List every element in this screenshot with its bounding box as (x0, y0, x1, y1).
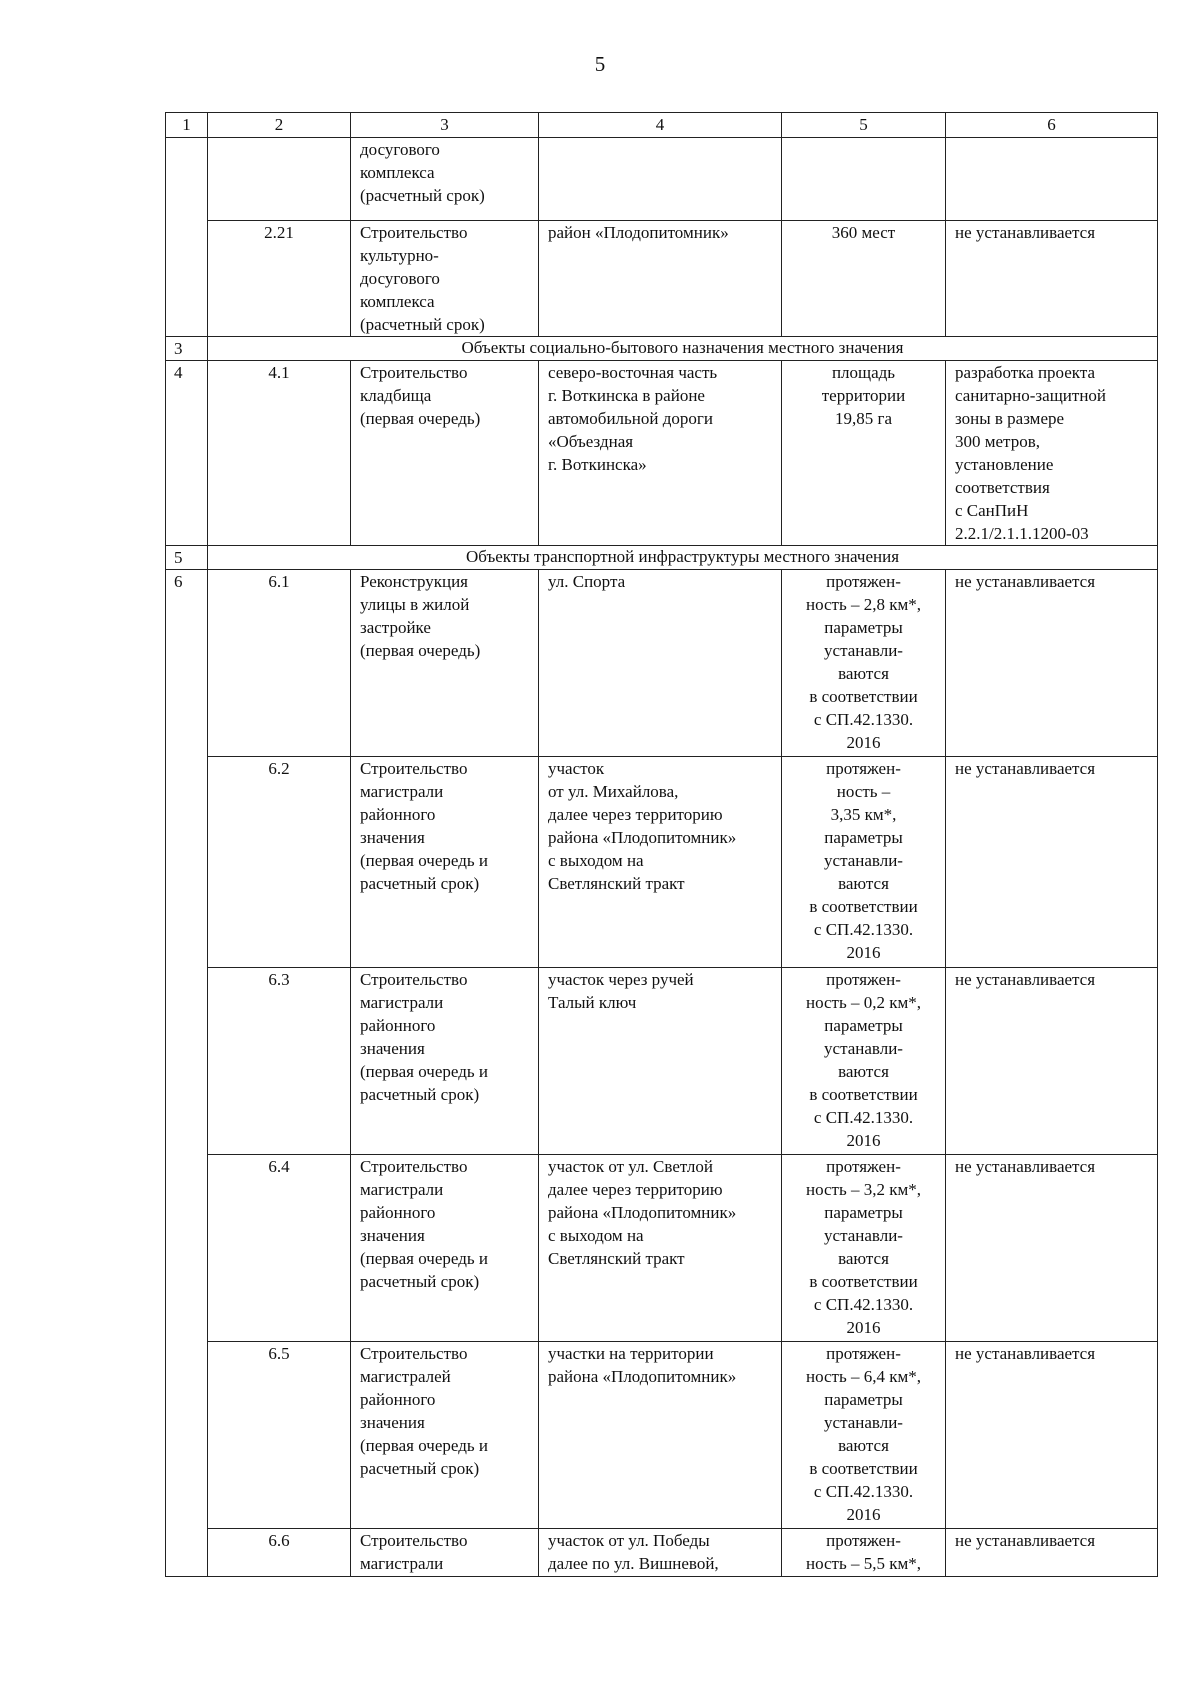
cell-line: расчетный срок) (360, 874, 480, 893)
location-cell (539, 138, 782, 221)
cell-line: культурно- (360, 246, 439, 265)
cell-line: устанавли- (824, 641, 903, 660)
object-name-cell (351, 1529, 539, 1577)
cell-line: Светлянский тракт (548, 874, 685, 893)
table-row (166, 138, 1158, 221)
characteristics-cell (782, 138, 946, 221)
cell-line: протяжен- (826, 970, 901, 989)
cell-line: (расчетный срок) (360, 315, 485, 334)
cell-line: значения (360, 1226, 425, 1245)
header-cell: 3 (351, 113, 539, 138)
cell-line: территории (821, 386, 906, 405)
item-number-cell: 6.4 (208, 1155, 351, 1342)
item-number-cell: 6.6 (208, 1529, 351, 1577)
item-number-cell: 6.1 (208, 570, 351, 757)
cell-line: площадь (831, 363, 896, 382)
cell-line: районного (360, 805, 436, 824)
object-name-cell (351, 968, 539, 1155)
cell-line: не устанавливается (955, 1157, 1096, 1176)
cell-line: разработка проекта (955, 363, 1096, 382)
cell-line: протяжен- (826, 759, 901, 778)
cell-line: протяжен- (826, 1344, 901, 1363)
cell-line: ваются (838, 1062, 889, 1081)
zone-cell (946, 570, 1158, 757)
cell-line: значения (360, 1039, 425, 1058)
object-name-cell (351, 1155, 539, 1342)
cell-line: районного (360, 1203, 436, 1222)
cell-line: Строительство (360, 1157, 468, 1176)
cell-line: автомобильной дороги (548, 409, 713, 428)
cell-line: застройке (360, 618, 431, 637)
cell-line: в соответствии (809, 1459, 918, 1478)
cell-line: 19,85 га (834, 409, 893, 428)
item-number-cell: 2.21 (208, 221, 351, 337)
cell-line: параметры (824, 1016, 903, 1035)
cell-line: в соответствии (809, 897, 918, 916)
cell-line: ваются (838, 1249, 889, 1268)
location-cell (539, 1155, 782, 1342)
cell-line: устанавли- (824, 1226, 903, 1245)
cell-line: параметры (824, 1203, 903, 1222)
group-number-cell (166, 138, 208, 337)
cell-line: (расчетный срок) (360, 186, 485, 205)
cell-line: комплекса (360, 292, 435, 311)
zone-cell (946, 1529, 1158, 1577)
cell-line: расчетный срок) (360, 1085, 480, 1104)
cell-line: устанавли- (824, 1413, 903, 1432)
group-number-cell: 3 (166, 337, 208, 361)
cell-line: досугового (360, 140, 440, 159)
cell-line: ваются (838, 874, 889, 893)
cell-line: 360 мест (831, 223, 896, 242)
table-row (166, 757, 1158, 968)
cell-line: Талый ключ (548, 993, 637, 1012)
cell-line: параметры (824, 828, 903, 847)
object-name-cell (351, 570, 539, 757)
cell-line: 3,35 км*, (830, 805, 897, 824)
cell-line: не устанавливается (955, 759, 1096, 778)
cell-line: кладбища (360, 386, 432, 405)
cell-line: досугового (360, 269, 440, 288)
cell-line: ность – 5,5 км*, (805, 1554, 921, 1573)
zone-cell (946, 1342, 1158, 1529)
cell-line: расчетный срок) (360, 1459, 480, 1478)
cell-line: (первая очередь) (360, 409, 481, 428)
section-title: Объекты транспортной инфраструктуры местного значения (208, 546, 1158, 570)
cell-line: магистрали (360, 782, 444, 801)
cell-line: районного (360, 1016, 436, 1035)
cell-line: с СП.42.1330. (813, 710, 914, 729)
cell-line: Строительство (360, 970, 468, 989)
cell-line: расчетный срок) (360, 1272, 480, 1291)
cell-line: ваются (838, 1436, 889, 1455)
location-cell (539, 1342, 782, 1529)
cell-line: протяжен- (826, 1531, 901, 1550)
object-name-cell (351, 138, 539, 221)
item-number-cell: 4.1 (208, 361, 351, 546)
cell-line: 2016 (846, 1131, 881, 1150)
location-cell (539, 968, 782, 1155)
cell-line: с СП.42.1330. (813, 1295, 914, 1314)
cell-line: ность – (836, 782, 891, 801)
cell-line: участок через ручей (548, 970, 694, 989)
header-cell: 6 (946, 113, 1158, 138)
cell-line: с СанПиН (955, 501, 1029, 520)
cell-line: ность – 2,8 км*, (805, 595, 921, 614)
table-row (166, 1342, 1158, 1529)
cell-line: с СП.42.1330. (813, 1482, 914, 1501)
zone-cell (946, 968, 1158, 1155)
object-name-cell (351, 221, 539, 337)
cell-line: 2016 (846, 1505, 881, 1524)
header-cell: 4 (539, 113, 782, 138)
item-number-cell: 6.3 (208, 968, 351, 1155)
cell-line: (первая очередь и (360, 851, 488, 870)
cell-line: 2.2.1/2.1.1.1200-03 (955, 524, 1089, 543)
cell-line: (первая очередь и (360, 1436, 488, 1455)
cell-line: с СП.42.1330. (813, 920, 914, 939)
cell-line: (первая очередь и (360, 1062, 488, 1081)
zone-cell (946, 138, 1158, 221)
cell-line: протяжен- (826, 572, 901, 591)
cell-line: северо-восточная часть (548, 363, 718, 382)
table-row (166, 1529, 1158, 1577)
cell-line: магистрали (360, 1554, 444, 1573)
characteristics-cell (782, 361, 946, 546)
cell-line: Строительство (360, 1531, 468, 1550)
cell-line: далее через территорию (548, 805, 723, 824)
cell-line: 300 метров, (955, 432, 1040, 451)
cell-line: Строительство (360, 363, 468, 382)
location-cell (539, 361, 782, 546)
cell-line: с выходом на (548, 1226, 644, 1245)
table-row (166, 1155, 1158, 1342)
planning-table (165, 112, 1158, 1577)
zone-cell (946, 361, 1158, 546)
cell-line: в соответствии (809, 687, 918, 706)
cell-line: с СП.42.1330. (813, 1108, 914, 1127)
header-cell: 1 (166, 113, 208, 138)
cell-line: санитарно-защитной (955, 386, 1107, 405)
cell-line: ул. Спорта (548, 572, 626, 591)
section-row (166, 546, 1158, 570)
table-row (166, 968, 1158, 1155)
characteristics-cell (782, 221, 946, 337)
cell-line: магистрали (360, 993, 444, 1012)
object-name-cell (351, 361, 539, 546)
cell-line: Строительство (360, 1344, 468, 1363)
group-number-cell: 4 (166, 361, 208, 546)
header-cell: 2 (208, 113, 351, 138)
zone-cell (946, 1155, 1158, 1342)
location-cell (539, 1529, 782, 1577)
object-name-cell (351, 757, 539, 968)
cell-line: района «Плодопитомник» (548, 1203, 737, 1222)
group-number-cell: 5 (166, 546, 208, 570)
characteristics-cell (782, 757, 946, 968)
cell-line: устанавли- (824, 1039, 903, 1058)
object-name-cell (351, 1342, 539, 1529)
cell-line: далее по ул. Вишневой, (548, 1554, 719, 1573)
cell-line: участок (548, 759, 605, 778)
characteristics-cell (782, 968, 946, 1155)
cell-line: улицы в жилой (360, 595, 470, 614)
section-row (166, 337, 1158, 361)
cell-line: (первая очередь) (360, 641, 481, 660)
cell-line: (первая очередь и (360, 1249, 488, 1268)
cell-line: «Объездная (548, 432, 634, 451)
cell-line: ваются (838, 664, 889, 683)
characteristics-cell (782, 570, 946, 757)
item-number-cell (208, 138, 351, 221)
group-number-cell: 6 (166, 570, 208, 1577)
cell-line: в соответствии (809, 1085, 918, 1104)
characteristics-cell (782, 1342, 946, 1529)
page-number: 5 (594, 52, 606, 76)
cell-line: района «Плодопитомник» (548, 1367, 737, 1386)
cell-line: Светлянский тракт (548, 1249, 685, 1268)
table-row (166, 570, 1158, 757)
cell-line: не устанавливается (955, 572, 1096, 591)
characteristics-cell (782, 1155, 946, 1342)
item-number-cell: 6.5 (208, 1342, 351, 1529)
cell-line: 2016 (846, 943, 881, 962)
cell-line: ность – 0,2 км*, (805, 993, 921, 1012)
characteristics-cell (782, 1529, 946, 1577)
zone-cell (946, 221, 1158, 337)
cell-line: Реконструкция (360, 572, 469, 591)
cell-line: с выходом на (548, 851, 644, 870)
cell-line: участки на территории (548, 1344, 714, 1363)
cell-line: в соответствии (809, 1272, 918, 1291)
cell-line: протяжен- (826, 1157, 901, 1176)
cell-line: г. Воткинска» (548, 455, 647, 474)
cell-line: не устанавливается (955, 1344, 1096, 1363)
cell-line: г. Воткинска в районе (548, 386, 705, 405)
cell-line: установление (955, 455, 1054, 474)
cell-line: ность – 3,2 км*, (805, 1180, 921, 1199)
cell-line: значения (360, 828, 425, 847)
cell-line: не устанавливается (955, 1531, 1096, 1550)
cell-line: района «Плодопитомник» (548, 828, 737, 847)
cell-line: параметры (824, 1390, 903, 1409)
item-number-cell: 6.2 (208, 757, 351, 968)
cell-line: район «Плодопитомник» (548, 223, 729, 242)
location-cell (539, 221, 782, 337)
header-row (166, 113, 1158, 138)
cell-line: не устанавливается (955, 970, 1096, 989)
cell-line: устанавли- (824, 851, 903, 870)
cell-line: Строительство (360, 223, 468, 242)
cell-line: Строительство (360, 759, 468, 778)
section-title: Объекты социально-бытового назначения местного значения (208, 337, 1158, 361)
cell-line: магистрали (360, 1180, 444, 1199)
cell-line: участок от ул. Победы (548, 1531, 710, 1550)
cell-line: районного (360, 1390, 436, 1409)
table-row (166, 361, 1158, 546)
cell-line: далее через территорию (548, 1180, 723, 1199)
cell-line: ность – 6,4 км*, (805, 1367, 921, 1386)
cell-line: значения (360, 1413, 425, 1432)
cell-line: не устанавливается (955, 223, 1096, 242)
header-cell: 5 (782, 113, 946, 138)
cell-line: зоны в размере (955, 409, 1065, 428)
cell-line: соответствия (955, 478, 1050, 497)
cell-line: 2016 (846, 1318, 881, 1337)
location-cell (539, 570, 782, 757)
cell-line: комплекса (360, 163, 435, 182)
cell-line: 2016 (846, 733, 881, 752)
cell-line: параметры (824, 618, 903, 637)
cell-line: магистралей (360, 1367, 451, 1386)
table-row (166, 221, 1158, 337)
location-cell (539, 757, 782, 968)
cell-line: участок от ул. Светлой (548, 1157, 713, 1176)
cell-line: от ул. Михайлова, (548, 782, 679, 801)
zone-cell (946, 757, 1158, 968)
